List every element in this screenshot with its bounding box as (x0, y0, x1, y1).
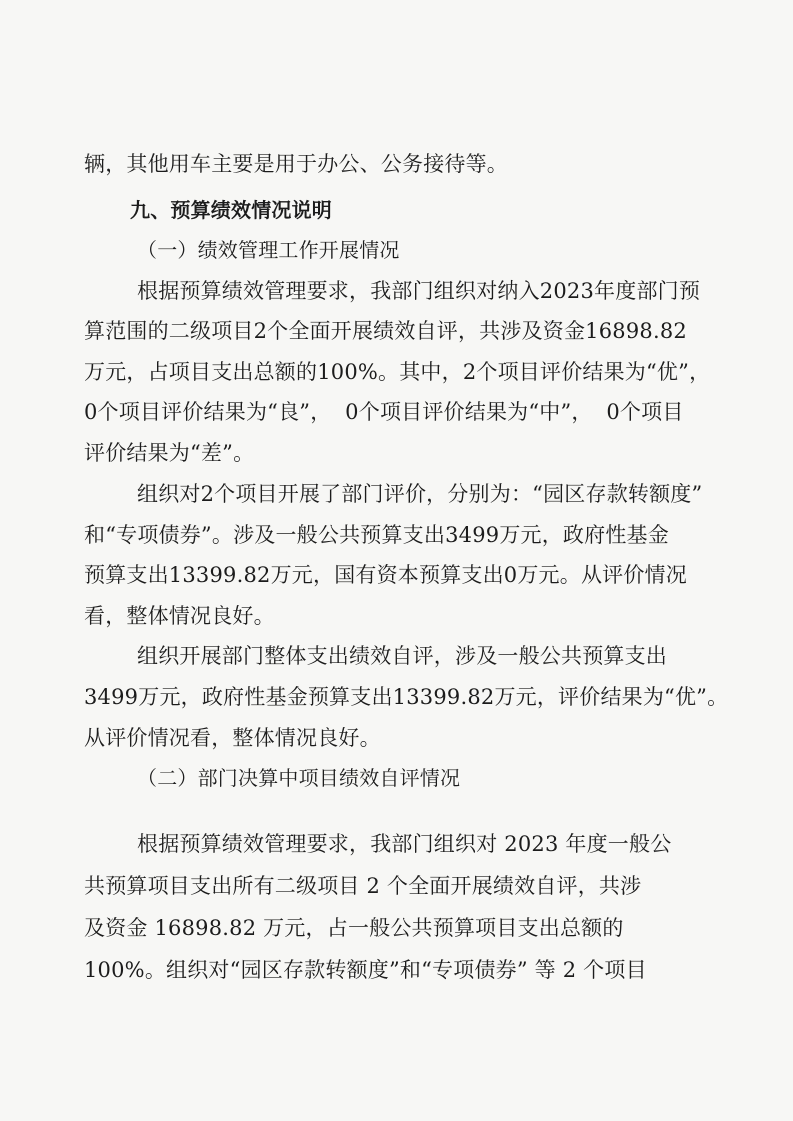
body-line-1: 辆，其他用车主要是用于办公、公务接待等。 (84, 152, 508, 176)
paragraph-1-line-4: 0个项目评价结果为“良”， 0个项目评价结果为“中”， 0个项目 (84, 400, 684, 424)
paragraph-3-line-1: 组织开展部门整体支出绩效自评，涉及一般公共预算支出 (137, 644, 667, 668)
paragraph-1-line-5: 评价结果为“差”。 (84, 441, 255, 465)
section-heading-9: 九、预算绩效情况说明 (130, 198, 332, 222)
paragraph-2-line-1: 组织对2个项目开展了部门评价，分别为：“园区存款转额度” (137, 482, 703, 506)
paragraph-3-line-3: 从评价情况看，整体情况良好。 (84, 726, 381, 750)
paragraph-2-line-3: 预算支出13399.82万元，国有资本预算支出0万元。从评价情况 (84, 563, 687, 587)
paragraph-1-line-1: 根据预算绩效管理要求，我部门组织对纳入2023年度部门预 (137, 279, 701, 303)
paragraph-3-line-2: 3499万元，政府性基金预算支出13399.82万元，评价结果为“优”。 (84, 685, 729, 709)
paragraph-1-line-3: 万元，占项目支出总额的100%。其中，2个项目评价结果为“优”， (84, 360, 711, 384)
paragraph-4-line-1: 根据预算绩效管理要求，我部门组织对 2023 年度一般公 (137, 832, 672, 856)
paragraph-4-line-2: 共预算项目支出所有二级项目 2 个全面开展绩效自评，共涉 (84, 874, 642, 898)
paragraph-4-line-4: 100%。组织对“园区存款转额度”和“专项债券” 等 2 个项目 (84, 958, 647, 982)
paragraph-4-line-3: 及资金 16898.82 万元，占一般公共预算项目支出总额的 (84, 916, 624, 940)
subsection-heading-1: （一）绩效管理工作开展情况 (137, 238, 400, 262)
subsection-heading-2: （二）部门决算中项目绩效自评情况 (137, 766, 461, 790)
paragraph-2-line-2: 和“专项债券”。涉及一般公共预算支出3499万元，政府性基金 (84, 523, 669, 547)
paragraph-1-line-2: 算范围的二级项目2个全面开展绩效自评，共涉及资金16898.82 (84, 319, 687, 343)
paragraph-2-line-4: 看，整体情况良好。 (84, 604, 275, 628)
